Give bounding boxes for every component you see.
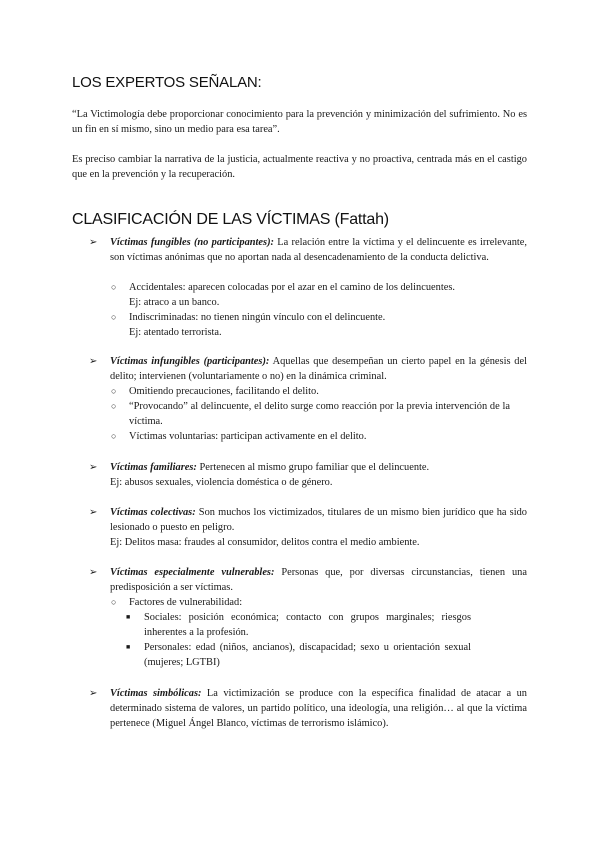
arrow-bullet-icon: ➢: [89, 462, 98, 473]
circle-bullet-icon: ○: [111, 312, 117, 322]
sub-item-text: Accidentales: aparecen colocadas por el azar en el camino de los delincuentes.: [129, 282, 455, 293]
heading-expertos: LOS EXPERTOS SEÑALAN:: [72, 74, 262, 91]
circle-bullet-icon: ○: [111, 597, 117, 607]
example-text: Ej: atraco a un banco.: [129, 297, 220, 308]
circle-bullet-icon: ○: [111, 282, 117, 292]
term-label: Víctimas fungibles (no participantes):: [110, 237, 275, 248]
example-text: Ej: abusos sexuales, violencia doméstica o de género.: [110, 477, 333, 488]
sub-item-text: Factores de vulnerabilidad:: [129, 597, 243, 608]
arrow-bullet-icon: ➢: [89, 507, 98, 518]
arrow-bullet-icon: ➢: [89, 688, 98, 699]
narrative-paragraph: Es preciso cambiar la narrativa de la justicia, actualmente reactiva y no proactiva, centrada más en el castigo que en la prevención y la recuperación.: [72, 154, 527, 180]
arrow-bullet-icon: ➢: [89, 567, 98, 578]
circle-bullet-icon: ○: [111, 386, 117, 396]
term-label: Víctimas familiares:: [110, 462, 197, 473]
example-text: Ej: atentado terrorista.: [129, 327, 222, 338]
square-bullet-icon: ■: [126, 643, 131, 651]
sub-sub-item-text: Personales: edad (niños, ancianos), discapacidad; sexo u orientación sexual (mujeres; LGTBI): [144, 642, 471, 668]
term-description: La relación entre la víctima y el delincuente es irrelevante, son víctimas anónimas que no aportan nada al desencadenamiento de la conducta delictiva.: [110, 237, 528, 263]
heading-clasificacion: CLASIFICACIÓN DE LAS VÍCTIMAS (Fattah): [72, 211, 389, 228]
term-description: La victimización se produce con la específica finalidad de atacar a un determinado sistema de valores, un partido político, una ideología, una religión… al que la víctima pertenece (Miguel Ángel Blanco, víctimas de terrorismo islámico).: [110, 688, 527, 729]
quote-paragraph: “La Victimología debe proporcionar conocimiento para la prevención y minimización del sufrimiento. No es un fin en sí mismo, sino un medio para esa tarea”.: [72, 109, 527, 135]
sub-item-text: Víctimas voluntarias: participan activamente en el delito.: [129, 431, 367, 442]
term-label: Víctimas infungibles (participantes):: [110, 356, 270, 367]
term-label: Víctimas colectivas:: [110, 507, 196, 518]
square-bullet-icon: ■: [126, 613, 131, 621]
sub-item-text: “Provocando” al delincuente, el delito surge como reacción por la previa intervención de la víctima.: [129, 401, 510, 427]
arrow-bullet-icon: ➢: [89, 356, 98, 367]
sub-sub-item-text: Sociales: posición económica; contacto con grupos marginales; riesgos inherentes a la profesión.: [144, 612, 471, 638]
term-description: Personas que, por diversas circunstancias, tienen una predisposición a ser víctimas.: [110, 567, 527, 593]
sub-item-text: Indiscriminadas: no tienen ningún vínculo con el delincuente.: [129, 312, 386, 323]
example-text: Ej: Delitos masa: fraudes al consumidor, delitos contra el medio ambiente.: [110, 537, 420, 548]
sub-item-text: Omitiendo precauciones, facilitando el delito.: [129, 386, 319, 397]
term-label: Víctimas especialmente vulnerables:: [110, 567, 275, 578]
term-description: Son muchos los victimizados, titulares de un mismo bien jurídico que ha sido lesionado o puesto en peligro.: [110, 507, 527, 533]
term-label: Víctimas simbólicas:: [110, 688, 202, 699]
circle-bullet-icon: ○: [111, 431, 117, 441]
arrow-bullet-icon: ➢: [89, 237, 98, 248]
circle-bullet-icon: ○: [111, 401, 117, 411]
term-description: Aquellas que desempeñan un cierto papel en la génesis del delito; intervienen (voluntariamente o no) en la dinámica criminal.: [110, 356, 527, 382]
term-description: Pertenecen al mismo grupo familiar que el delincuente.: [196, 462, 430, 473]
